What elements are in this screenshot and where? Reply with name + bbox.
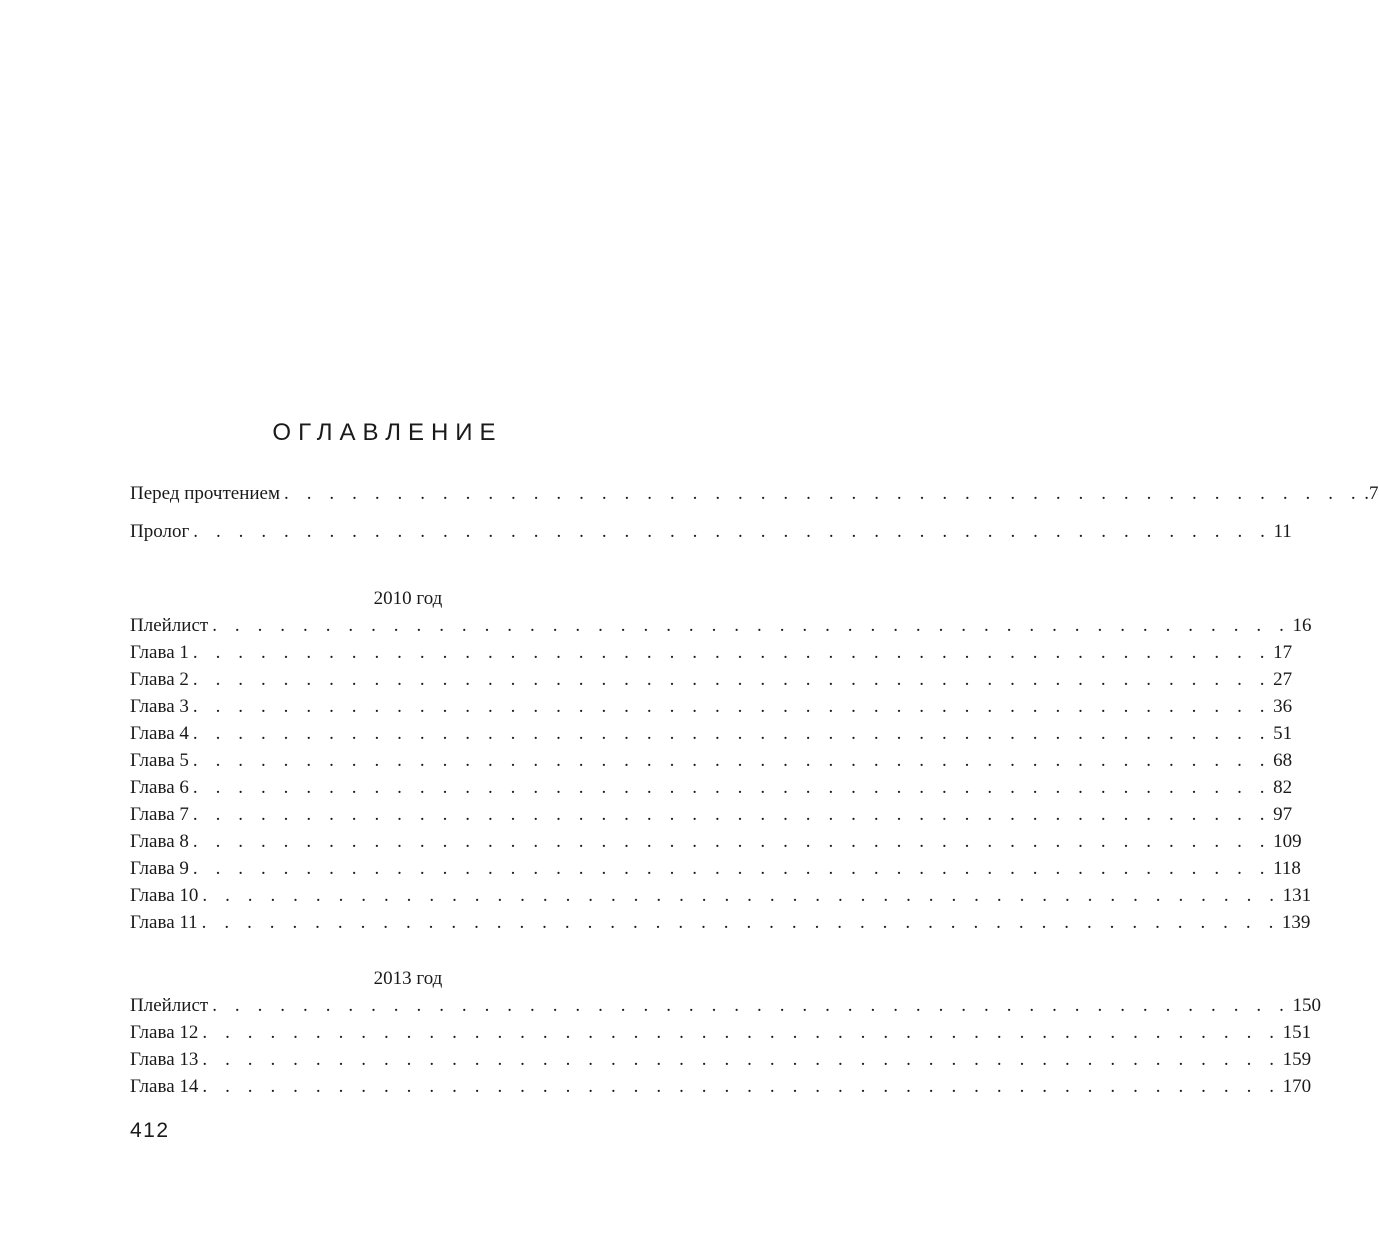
toc-leader-dots: . . . . . . . . . . . . . . . . . . . . . . . . . . . . . . . . . . . . . . . . . . . . . . . . xyxy=(202,1022,1281,1043)
toc-leader-dots: . . . . . . . . . . . . . . . . . . . . . . . . . . . . . . . . . . . . . . . . . . . . . . . . xyxy=(192,723,1272,744)
toc-entry-page: 139 xyxy=(1281,912,1311,933)
toc-entry-page: 131 xyxy=(1282,885,1312,906)
toc-entry[interactable] xyxy=(130,774,1293,801)
toc-entry-label: Глава 5 xyxy=(130,750,189,771)
toc-entry[interactable] xyxy=(130,747,1293,774)
toc-entry[interactable] xyxy=(130,1019,1312,1046)
toc-leader-dots: . . . . . . . . . . . . . . . . . . . . . . . . . . . . . . . . . . . . . . . . . . . . . . . . xyxy=(284,483,1363,504)
toc-entry[interactable] xyxy=(130,828,1302,855)
toc-entry-page: 159 xyxy=(1282,1049,1312,1070)
toc-entry-page: 68 xyxy=(1273,750,1293,771)
toc-entry[interactable] xyxy=(130,882,1312,909)
toc-entry-label: Глава 7 xyxy=(130,804,189,825)
toc-entry-prologue[interactable] xyxy=(130,518,1292,545)
toc-entry-page: 51 xyxy=(1273,723,1293,744)
toc-entry-page: 27 xyxy=(1273,669,1293,690)
toc-entry-label: Глава 10 xyxy=(130,885,199,906)
toc-entry-page: 118 xyxy=(1273,858,1301,879)
toc-entry[interactable] xyxy=(130,720,1293,747)
toc-entry[interactable] xyxy=(130,612,1312,639)
toc-leader-dots: . . . . . . . . . . . . . . . . . . . . . . . . . . . . . . . . . . . . . . . . . . . . . . . . xyxy=(193,521,1272,542)
toc-entry-label: Глава 11 xyxy=(130,912,198,933)
toc-entry-label: Глава 6 xyxy=(130,777,189,798)
toc-entry-label: Глава 14 xyxy=(130,1076,199,1097)
toc-entry-label: Плейлист xyxy=(130,995,209,1016)
toc-leader-dots: . . . . . . . . . . . . . . . . . . . . . . . . . . . . . . . . . . . . . . . . . . . . . . . . xyxy=(202,1076,1281,1097)
toc-entry[interactable] xyxy=(130,855,1301,882)
toc-entry-label: Глава 8 xyxy=(130,831,189,852)
toc-entry-page: 150 xyxy=(1292,995,1321,1016)
toc-entry-page: 36 xyxy=(1273,696,1293,717)
toc-entry-label: Пролог xyxy=(130,521,190,542)
toc-entry[interactable] xyxy=(130,666,1293,693)
toc-entry[interactable] xyxy=(130,909,1311,936)
toc-leader-dots: . . . . . . . . . . . . . . . . . . . . . . . . . . . . . . . . . . . . . . . . . . . . . . . . xyxy=(192,804,1272,825)
toc-entry-label: Глава 13 xyxy=(130,1049,199,1070)
toc-entry-label: Перед прочтением xyxy=(130,483,281,504)
section-heading-2010: 2010 год xyxy=(373,588,443,609)
toc-leader-dots: . . . . . . . . . . . . . . . . . . . . . . . . . . . . . . . . . . . . . . . . . . . . . . . . xyxy=(192,696,1272,717)
toc-entry-page: 17 xyxy=(1273,642,1293,663)
toc-entry[interactable] xyxy=(130,801,1293,828)
toc-leader-dots: . . . . . . . . . . . . . . . . . . . . . . . . . . . . . . . . . . . . . . . . . . . . . . . . xyxy=(192,831,1272,852)
toc-leader-dots: . . . . . . . . . . . . . . . . . . . . . . . . . . . . . . . . . . . . . . . . . . . . . . . . xyxy=(212,615,1291,636)
toc-entry-before-reading[interactable] xyxy=(130,480,1379,507)
toc-entry-label: Глава 3 xyxy=(130,696,189,717)
page-number: 412 xyxy=(130,1119,170,1142)
toc-entry[interactable] xyxy=(130,992,1321,1019)
toc-entry-label: Плейлист xyxy=(130,615,209,636)
toc-leader-dots: . . . . . . . . . . . . . . . . . . . . . . . . . . . . . . . . . . . . . . . . . . . . . . . . xyxy=(192,750,1272,771)
toc-entry[interactable] xyxy=(130,639,1293,666)
toc-entry-label: Глава 12 xyxy=(130,1022,199,1043)
toc-leader-dots: . . . . . . . . . . . . . . . . . . . . . . . . . . . . . . . . . . . . . . . . . . . . . . . . xyxy=(192,777,1272,798)
section-heading-2013: 2013 год xyxy=(373,968,443,989)
toc-entry-label: Глава 2 xyxy=(130,669,189,690)
toc-entry[interactable] xyxy=(130,1046,1312,1073)
toc-entry[interactable] xyxy=(130,1073,1312,1100)
toc-leader-dots: . . . . . . . . . . . . . . . . . . . . . . . . . . . . . . . . . . . . . . . . . . . . . . . . xyxy=(192,858,1272,879)
toc-entry-page: 16 xyxy=(1292,615,1312,636)
toc-entry-label: Глава 1 xyxy=(130,642,189,663)
toc-entry-page: 151 xyxy=(1282,1022,1312,1043)
toc-entry-page: 82 xyxy=(1273,777,1293,798)
toc-entry-label: Глава 4 xyxy=(130,723,189,744)
toc-entry[interactable] xyxy=(130,693,1293,720)
toc-entry-page: 170 xyxy=(1282,1076,1312,1097)
toc-leader-dots: . . . . . . . . . . . . . . . . . . . . . . . . . . . . . . . . . . . . . . . . . . . . . . . . xyxy=(202,885,1281,906)
toc-leader-dots: . . . . . . . . . . . . . . . . . . . . . . . . . . . . . . . . . . . . . . . . . . . . . . . . xyxy=(192,642,1272,663)
page-title: ОГЛАВЛЕНИЕ xyxy=(272,419,503,446)
toc-entry-page: 11 xyxy=(1273,521,1292,542)
toc-entry-label: Глава 9 xyxy=(130,858,189,879)
toc-leader-dots: . . . . . . . . . . . . . . . . . . . . . . . . . . . . . . . . . . . . . . . . . . . . . . . . xyxy=(192,669,1272,690)
toc-entry-page: 109 xyxy=(1273,831,1302,852)
toc-leader-dots: . . . . . . . . . . . . . . . . . . . . . . . . . . . . . . . . . . . . . . . . . . . . . . . . xyxy=(201,912,1280,933)
toc-entry-page: 97 xyxy=(1273,804,1293,825)
toc-entry-page: .7 xyxy=(1364,483,1379,504)
toc-leader-dots: . . . . . . . . . . . . . . . . . . . . . . . . . . . . . . . . . . . . . . . . . . . . . . . . xyxy=(202,1049,1281,1070)
toc-leader-dots: . . . . . . . . . . . . . . . . . . . . . . . . . . . . . . . . . . . . . . . . . . . . . . . . xyxy=(212,995,1291,1016)
